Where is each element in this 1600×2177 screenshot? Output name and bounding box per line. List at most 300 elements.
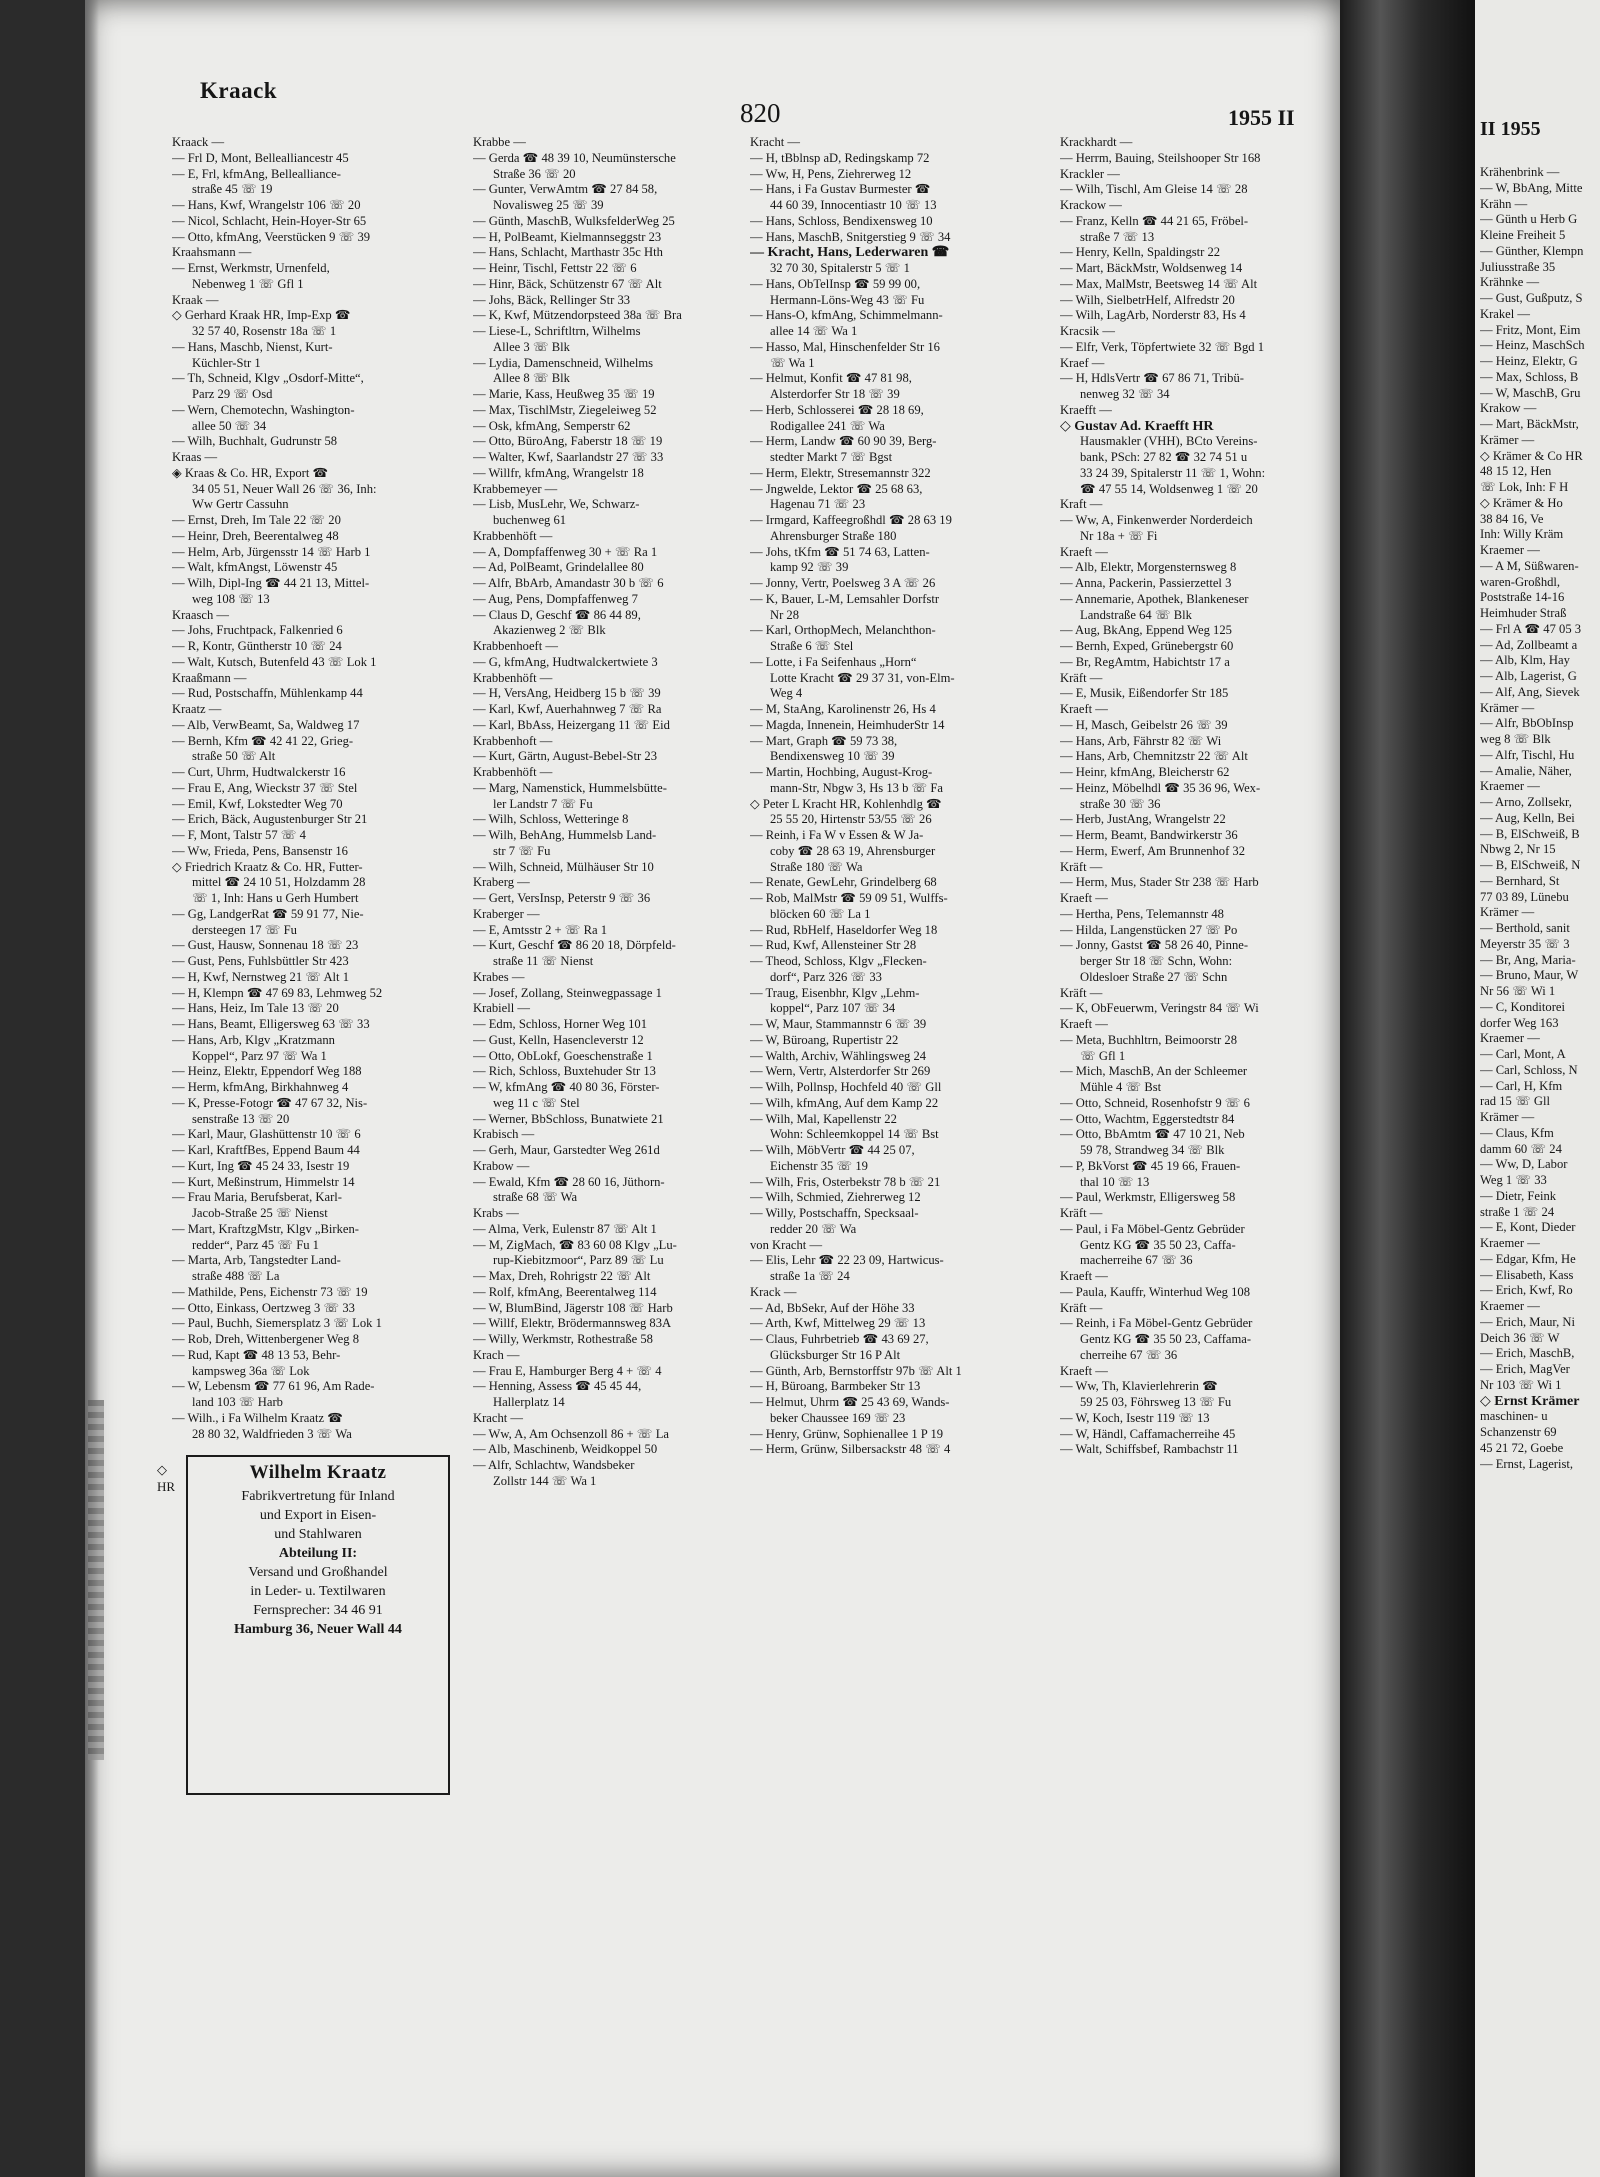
directory-entry-line: — Alb, Klm, Hay [1480, 653, 1570, 668]
directory-entry-line: Krakow — [1480, 401, 1537, 416]
directory-entry-line: Kraberg — [473, 875, 530, 890]
directory-entry-line: — Henning, Assess ☎ 45 45 44, [473, 1379, 642, 1394]
directory-entry-line: Krähnke — [1480, 275, 1540, 290]
directory-entry-line: ☏ Gfl 1 [1080, 1048, 1126, 1063]
directory-entry-line: — Herm, Grünw, Silbersackstr 48 ☏ 4 [750, 1442, 951, 1457]
directory-entry-line: Ahrensburger Straße 180 [770, 528, 897, 543]
directory-entry-line: Kraeft — [1060, 702, 1108, 716]
directory-entry-line: — Erich, Maur, Ni [1480, 1314, 1575, 1329]
directory-entry-line: land 103 ☏ Harb [192, 1395, 283, 1409]
directory-entry-line: Kracsik — [1060, 324, 1115, 338]
directory-entry-line: — Rud, Postschaffn, Mühlenkamp 44 [172, 686, 363, 701]
directory-entry-line: Krämer — [1480, 700, 1535, 715]
directory-entry-line: — Max, TischlMstr, Ziegeleiweg 52 [473, 402, 657, 417]
directory-entry-line: — Otto, BüroAng, Faberstr 18 ☏ 19 [473, 434, 663, 449]
directory-entry-line: — K, Presse-Fotogr ☎ 47 67 32, Nis- [172, 1095, 368, 1110]
directory-entry-line: — Hans, MaschB, Snitgerstieg 9 ☏ 34 [750, 229, 951, 244]
directory-entry-line: — Helmut, Konfit ☎ 47 81 98, [750, 371, 912, 386]
directory-entry-line: — Meta, Buchhltrn, Beimoorstr 28 [1060, 1032, 1237, 1047]
directory-entry-line: — Gust, Pens, Fuhlsbüttler Str 423 [172, 954, 349, 968]
directory-entry-line: — W, kfmAng ☎ 40 80 36, Förster- [473, 1080, 660, 1094]
directory-entry-line: — Liese-L, Schriftltrn, Wilhelms [473, 324, 641, 338]
directory-entry-line: cherreihe 67 ☏ 36 [1080, 1347, 1178, 1362]
directory-entry-line: — Kurt, Ing ☎ 45 24 33, Isestr 19 [172, 1158, 350, 1173]
directory-entry-line: — Hans, Arb, Chemnitzstr 22 ☏ Alt [1060, 749, 1248, 764]
book-gutter [1340, 0, 1475, 2177]
directory-entry-line: — Rud, Kapt ☎ 48 13 53, Behr- [172, 1347, 341, 1362]
directory-entry-line: — Wilh, Schmied, Ziehrerweg 12 [750, 1190, 921, 1205]
directory-entry-line: Krabbenhoft — [473, 733, 553, 748]
directory-entry-line: 38 84 16, Ve [1480, 511, 1544, 526]
directory-entry-line: ◇ Krämer & Co HR [1480, 448, 1583, 463]
directory-entry-line: — Jonny, Gastst ☎ 58 26 40, Pinne- [1060, 938, 1249, 953]
page-number: 820 [740, 98, 781, 128]
directory-entry-line: Kraeft — [1060, 1269, 1108, 1283]
directory-entry-line: — Willfr, kfmAng, Wrangelstr 18 [473, 465, 644, 480]
directory-entry-line: — Ernst, Lagerist, [1480, 1456, 1574, 1471]
page-edge-shadow [85, 0, 99, 2177]
directory-entry-line: Inh: Willy Kräm [1480, 527, 1564, 542]
directory-entry-line: — Aug, Kelln, Bei [1480, 810, 1575, 825]
directory-entry-line: — Nicol, Schlacht, Hein-Hoyer-Str 65 [172, 213, 367, 228]
directory-entry-line: Kraack — [172, 135, 225, 149]
directory-entry-line: Kräft — [1060, 859, 1103, 874]
directory-entry-line: bank, PSch: 27 82 ☎ 32 74 51 u [1080, 450, 1248, 464]
directory-entry-line: — Hans, Kwf, Wrangelstr 106 ☏ 20 [172, 198, 361, 212]
directory-entry-line: — Alb, VerwBeamt, Sa, Waldweg 17 [172, 717, 360, 732]
directory-entry-line: — Heinz, Möbelhdl ☎ 35 36 96, Wex- [1060, 780, 1261, 795]
directory-entry-line: Ww Gertr Cassuhn [192, 497, 289, 512]
directory-entry-line: Krabes — [473, 969, 525, 984]
directory-entry-line: Kraasch — [172, 607, 229, 622]
directory-entry-line: — Wilh, Pollnsp, Hochfeld 40 ☏ Gll [750, 1080, 942, 1094]
directory-entry-line: — Marie, Kass, Heußweg 35 ☏ 19 [473, 387, 655, 401]
directory-entry-line: — Herm, Beamt, Bandwirkerstr 36 [1060, 828, 1238, 842]
directory-entry-line: — B, ElSchweiß, B [1480, 826, 1580, 841]
directory-entry-line: — Johs, Bäck, Rellinger Str 33 [473, 292, 631, 307]
running-head-year: 1955 II [1228, 105, 1295, 130]
directory-entry-line: Allee 3 ☏ Blk [493, 339, 570, 354]
directory-entry-line: Krabbe — [473, 135, 526, 149]
directory-entry-line: — Br, Ang, Maria- [1480, 952, 1576, 967]
directory-entry-line: beker Chaussee 169 ☏ 23 [770, 1410, 906, 1425]
directory-entry-line: straße 68 ☏ Wa [493, 1190, 578, 1205]
directory-entry-line: — Walt, kfmAngst, Löwenstr 45 [172, 560, 338, 575]
directory-entry-line: — Otto, Einkass, Oertzweg 3 ☏ 33 [172, 1300, 355, 1315]
directory-entry-line: Meyerstr 35 ☏ 3 [1480, 936, 1570, 951]
directory-entry-line: damm 60 ☏ 24 [1480, 1141, 1562, 1156]
directory-entry-line: Schanzenstr 69 [1480, 1425, 1557, 1439]
directory-entry-line: dersteegen 17 ☏ Fu [192, 922, 297, 937]
directory-entry-line: redder“, Parz 45 ☏ Fu 1 [192, 1237, 319, 1252]
directory-entry-line: — Heinr, Tischl, Fettstr 22 ☏ 6 [473, 261, 637, 275]
directory-entry-line: — Wern, Vertr, Alsterdorfer Str 269 [750, 1064, 931, 1079]
directory-entry-line: Kräft — [1060, 1300, 1103, 1315]
directory-entry-line: nenweg 32 ☏ 34 [1080, 387, 1170, 401]
directory-entry-line: Krabbenhöft — [473, 528, 553, 543]
running-head-name: Kraack [200, 78, 278, 103]
directory-entry-line: — Max, Schloss, B [1480, 369, 1579, 384]
directory-entry-line: 28 80 32, Waldfrieden 3 ☏ Wa [192, 1426, 352, 1441]
directory-entry-line: rad 15 ☏ Gll [1480, 1094, 1550, 1109]
directory-entry-line: — Hans, Schlacht, Marthastr 35c Hth [473, 245, 663, 260]
directory-entry-line: 59 78, Strandweg 34 ☏ Blk [1080, 1143, 1225, 1157]
directory-entry-line: — W, Händl, Caffamacherreihe 45 [1060, 1426, 1236, 1441]
directory-entry-line: — Theod, Schloss, Klgv „Flecken- [750, 954, 927, 968]
directory-entry-line: — W, Büroang, Rupertistr 22 [750, 1032, 899, 1047]
directory-entry-line: — Günth, Arb, Bernstorffstr 97b ☏ Alt 1 [750, 1363, 962, 1378]
directory-entry-line: Kraaßmann — [172, 670, 247, 685]
directory-entry-line: — Magda, Innenein, HeimhuderStr 14 [750, 717, 945, 732]
directory-entry-line: ☏ 1, Inh: Hans u Gerh Humbert [192, 891, 359, 905]
directory-entry-line: — Fritz, Mont, Eim [1480, 322, 1581, 337]
directory-entry-line: — Willf, Elektr, Brödermannsweg 83A [473, 1316, 672, 1331]
directory-entry-line: Mühle 4 ☏ Bst [1080, 1080, 1162, 1094]
directory-entry-line: kamp 92 ☏ 39 [770, 560, 849, 575]
directory-entry-line: — Erich, Kwf, Ro [1480, 1283, 1573, 1298]
directory-entry-line: — Lydia, Damenschneid, Wilhelms [473, 355, 654, 370]
directory-entry-line: Nebenweg 1 ☏ Gfl 1 [192, 276, 304, 291]
directory-entry-line: — Gerda ☎ 48 39 10, Neumünstersche [473, 150, 676, 165]
directory-entry-line: Kraemer — [1480, 1299, 1540, 1313]
directory-entry-line: — Wilh, Dipl-Ing ☎ 44 21 13, Mittel- [172, 576, 370, 590]
directory-entry-line: Krakel — [1480, 306, 1531, 321]
directory-entry-line: 45 21 72, Goebe [1480, 1440, 1564, 1455]
ad-title: Wilhelm Kraatz [249, 1462, 387, 1483]
directory-entry-line: Nbwg 2, Nr 15 [1480, 842, 1556, 857]
directory-entry-line: ◇ Peter L Kracht HR, Kohlenhdlg ☎ [750, 796, 942, 811]
directory-entry-line: — Hertha, Pens, Telemannstr 48 [1060, 906, 1224, 921]
directory-entry-line: Nr 103 ☏ Wi 1 [1480, 1377, 1562, 1392]
directory-entry-line: — F, Mont, Talstr 57 ☏ 4 [172, 828, 306, 842]
directory-entry-line: — Wilh, Fris, Osterbekstr 78 b ☏ 21 [750, 1174, 941, 1189]
directory-entry-line: — Alb, Elektr, Morgensternsweg 8 [1060, 560, 1237, 575]
directory-entry-line: — Anna, Packerin, Passierzettel 3 [1060, 576, 1232, 590]
directory-entry-line: — Heinz, Elektr, G [1480, 354, 1578, 368]
directory-entry-line: — Ad, BbSekr, Auf der Höhe 33 [750, 1300, 915, 1315]
directory-entry-line: straße 7 ☏ 13 [1080, 229, 1155, 244]
directory-entry-line: — Aug, BkAng, Eppend Weg 125 [1060, 623, 1232, 638]
directory-entry-line: — Heinz, MaschSch [1480, 338, 1585, 353]
directory-entry-line: — Elfr, Verk, Töpfertwiete 32 ☏ Bgd 1 [1060, 339, 1264, 354]
directory-entry-line: — Alma, Verk, Eulenstr 87 ☏ Alt 1 [473, 1221, 657, 1236]
directory-entry-line: — Lotte, i Fa Seifenhaus „Horn“ [750, 654, 917, 669]
directory-entry-line: ler Landstr 7 ☏ Fu [493, 796, 593, 811]
directory-entry-line: — Alb, Maschinenb, Weidkoppel 50 [473, 1442, 658, 1457]
directory-entry-line: 32 70 30, Spitalerstr 5 ☏ 1 [770, 261, 910, 275]
directory-entry-line: senstraße 13 ☏ 20 [192, 1111, 290, 1126]
directory-entry-line: Krähenbrink — [1480, 165, 1560, 179]
directory-entry-line: — Lisb, MusLehr, We, Schwarz- [473, 497, 640, 512]
directory-entry-line: — Rud, Kwf, Allensteiner Str 28 [750, 938, 917, 953]
directory-entry-line: — Karl, Maur, Glashüttenstr 10 ☏ 6 [172, 1127, 361, 1142]
directory-entry-line: — B, ElSchweiß, N [1480, 858, 1581, 872]
directory-entry-line: ☏ Wa 1 [770, 355, 815, 370]
directory-entry-line: — Erich, MaschB, [1480, 1346, 1575, 1361]
directory-entry-line: — Herm, Mus, Stader Str 238 ☏ Harb [1060, 875, 1259, 890]
directory-entry-line: — Gunter, VerwAmtm ☎ 27 84 58, [473, 182, 658, 197]
directory-entry-line: — Alfr, Tischl, Hu [1480, 747, 1575, 762]
directory-entry-line: — Wilh, BehAng, Hummelsb Land- [473, 828, 657, 842]
directory-entry-line: — P, BkVorst ☎ 45 19 66, Frauen- [1060, 1158, 1241, 1173]
directory-entry-line: — Franz, Kelln ☎ 44 21 65, Fröbel- [1060, 213, 1249, 228]
directory-entry-line: — Heinr, kfmAng, Bleicherstr 62 [1060, 765, 1230, 779]
directory-entry-line: — Renate, GewLehr, Grindelberg 68 [750, 875, 937, 890]
directory-entry-line: Weg 4 [770, 686, 803, 701]
margin-stain [88, 1400, 104, 1760]
directory-entry-line: — Mart, Graph ☎ 59 73 38, [750, 733, 898, 748]
directory-entry-line: Krabiell — [473, 1001, 531, 1016]
directory-entry-line: — E, Frl, kfmAng, Bellealliance- [172, 166, 341, 181]
directory-entry-line: — Hans, Schloss, Bendixensweg 10 [750, 213, 933, 228]
directory-entry-line: — Edm, Schloss, Horner Weg 101 [473, 1017, 647, 1031]
directory-entry-line: — H, VersAng, Heidberg 15 b ☏ 39 [473, 686, 661, 701]
directory-entry-line: Kraemer — [1480, 543, 1540, 557]
directory-entry-line: — Th, Schneid, Klgv „Osdorf-Mitte“, [172, 371, 364, 386]
directory-entry-line: — W, BbAng, Mitte [1480, 180, 1583, 195]
directory-entry-line: — Frau E, Hamburger Berg 4 + ☏ 4 [473, 1363, 662, 1378]
directory-entry-line: Kracht — [750, 135, 801, 149]
directory-entry-line: — E, Kont, Dieder [1480, 1220, 1576, 1235]
directory-entry-line: Krach — [473, 1347, 520, 1362]
directory-entry-line: — G, kfmAng, Hudtwalckertwiete 3 [473, 654, 658, 669]
directory-entry-line: Poststraße 14-16 [1480, 590, 1565, 605]
directory-entry-line: — Günther, Klempn [1480, 243, 1584, 258]
directory-entry-line: Krabow — [473, 1158, 530, 1173]
directory-entry-line: Krackhardt — [1060, 135, 1133, 149]
directory-entry-line: — Mart, BäckMstr, Woldsenweg 14 [1060, 261, 1243, 275]
directory-entry-line: — Johs, Fruchtpack, Falkenried 6 [172, 623, 343, 638]
directory-entry-line: — Alfr, BbObInsp [1480, 716, 1574, 731]
directory-entry-line: stedter Markt 7 ☏ Bgst [770, 450, 893, 464]
directory-entry-line: — Herm, kfmAng, Birkhahnweg 4 [172, 1080, 349, 1094]
directory-entry-line: berger Str 18 ☏ Schn, Wohn: [1080, 954, 1233, 968]
directory-entry-line: — Mathilde, Pens, Eichenstr 73 ☏ 19 [172, 1284, 368, 1299]
directory-entry-line: — Walth, Archiv, Wählingsweg 24 [750, 1048, 927, 1063]
directory-entry-line: — Günth u Herb G [1480, 212, 1578, 227]
directory-entry-line: allee 14 ☏ Wa 1 [770, 324, 858, 338]
directory-entry-line: Weg 1 ☏ 33 [1480, 1173, 1547, 1187]
directory-entry-line: 34 05 51, Neuer Wall 26 ☏ 36, Inh: [192, 481, 377, 496]
directory-entry-line: — Otto, kfmAng, Veerstücken 9 ☏ 39 [172, 229, 371, 244]
directory-entry-line: — Frau Maria, Berufsberat, Karl- [172, 1190, 342, 1205]
directory-entry-line: — Annemarie, Apothek, Blankeneser [1060, 591, 1249, 606]
directory-entry-line: — K, ObFeuerwm, Veringstr 84 ☏ Wi [1060, 1001, 1259, 1016]
directory-entry-line: — Paul, i Fa Möbel-Gentz Gebrüder [1060, 1221, 1245, 1236]
directory-entry-line: — Kracht, Hans, Lederwaren ☎ [750, 245, 950, 261]
directory-entry-line: — K, Kwf, Mützendorpsteed 38a ☏ Bra [473, 308, 682, 323]
directory-entry-line: Krabbemeyer — [473, 481, 558, 496]
directory-entry-line: — Herrm, Bauing, Steilshooper Str 168 [1060, 150, 1261, 165]
directory-entry-line: 32 57 40, Rosenstr 18a ☏ 1 [192, 324, 337, 338]
directory-entry-line: Küchler-Str 1 [192, 355, 261, 370]
directory-entry-line: — Arth, Kwf, Mittelweg 29 ☏ 13 [750, 1316, 926, 1331]
directory-entry-line: Wohn: Schleemkoppel 14 ☏ Bst [770, 1127, 939, 1142]
directory-entry-line: straße 50 ☏ Alt [192, 749, 276, 764]
directory-entry-line: Kraefft — [1060, 402, 1112, 417]
directory-entry-line: — Ww, Frieda, Pens, Bansenstr 16 [172, 843, 348, 858]
directory-entry-line: — Erich, MagVer [1480, 1362, 1570, 1376]
directory-entry-line: — Gert, VersInsp, Peterstr 9 ☏ 36 [473, 891, 651, 905]
directory-entry-line: — Wilh, Mal, Kapellenstr 22 [750, 1111, 897, 1126]
directory-entry-line: Bendixensweg 10 ☏ 39 [770, 749, 895, 764]
directory-entry-line: 44 60 39, Innocentiastr 10 ☏ 13 [770, 198, 937, 212]
directory-entry-line: — Johs, tKfm ☎ 51 74 63, Latten- [750, 544, 930, 559]
directory-entry-line: Gentz KG ☎ 35 50 23, Caffama- [1080, 1332, 1252, 1346]
directory-entry-line: — Ewald, Kfm ☎ 28 60 16, Jüthorn- [473, 1174, 665, 1189]
directory-entry-line: — Ww, A, Am Ochsenzoll 86 + ☏ La [473, 1426, 669, 1441]
directory-entry-line: — Mart, KraftzgMstr, Klgv „Birken- [172, 1221, 359, 1236]
directory-entry-line: Kräft — [1060, 670, 1103, 685]
directory-entry-line: — Paula, Kauffr, Winterhud Weg 108 [1060, 1284, 1250, 1299]
directory-entry-line: — H, Masch, Geibelstr 26 ☏ 39 [1060, 717, 1228, 732]
directory-entry-line: — Rob, Dreh, Wittenbergener Weg 8 [172, 1332, 359, 1346]
directory-entry-line: — Claus, Fuhrbetrieb ☎ 43 69 27, [750, 1332, 929, 1346]
directory-entry-line: — Herm, Ewerf, Am Brunnenhof 32 [1060, 843, 1246, 858]
directory-entry-line: — Alfr, Schlachtw, Wandsbeker [473, 1458, 635, 1472]
directory-entry-line: — Paul, Werkmstr, Elligersweg 58 [1060, 1190, 1236, 1205]
ad-line: und Stahlwaren [274, 1527, 362, 1542]
directory-entry-line: Krabs — [473, 1206, 519, 1220]
advertisement-marker [157, 1461, 175, 1495]
directory-entry-line: — Alb, Lagerist, G [1480, 669, 1577, 683]
directory-entry-line: Lotte Kracht ☎ 29 37 31, von-Elm- [770, 670, 955, 685]
directory-entry-line: — E, Musik, Eißendorfer Str 185 [1060, 686, 1229, 701]
directory-entry-line: — H, Kwf, Nernstweg 21 ☏ Alt 1 [172, 969, 350, 984]
directory-entry-line: 59 25 03, Föhrsweg 13 ☏ Fu [1080, 1395, 1232, 1409]
directory-entry-line: macherreihe 67 ☏ 36 [1080, 1253, 1193, 1268]
directory-entry-line: — Herm, Elektr, Stresemannstr 322 [750, 465, 931, 480]
directory-entry-line: — Henry, Grünw, Sophienallee 1 P 19 [750, 1426, 944, 1441]
directory-entry-line: — Wilh, kfmAng, Auf dem Kamp 22 [750, 1095, 939, 1110]
directory-entry-line: — Karl, BbAss, Heizergang 11 ☏ Eid [473, 717, 670, 732]
column-next-page [1480, 165, 1600, 1472]
directory-entry-line: — Frau E, Ang, Wieckstr 37 ☏ Stel [172, 780, 358, 795]
directory-entry-line: — Otto, Wachtm, Eggerstedtstr 84 [1060, 1111, 1235, 1126]
directory-entry-line: Gentz KG ☎ 35 50 23, Caffa- [1080, 1237, 1236, 1252]
directory-entry-line: — Helm, Arb, Jürgensstr 14 ☏ Harb 1 [172, 544, 371, 559]
directory-entry-line: — Elisabeth, Kass [1480, 1267, 1574, 1282]
directory-entry-line: — Marg, Namenstick, Hummelsbütte- [473, 780, 667, 795]
directory-entry-line: — H, HdlsVertr ☎ 67 86 71, Tribü- [1060, 371, 1244, 386]
directory-entry-line: mittel ☎ 24 10 51, Holzdamm 28 [192, 875, 366, 890]
directory-entry-line: — Aug, Pens, Dompfaffenweg 7 [473, 591, 638, 606]
directory-entry-line: — M, ZigMach, ☎ 83 60 08 Klgv „Lu- [473, 1237, 677, 1252]
directory-entry-line: — Ww, A, Finkenwerder Norderdeich [1060, 513, 1253, 527]
directory-entry-line: — Wilh, Buchhalt, Gudrunstr 58 [172, 434, 338, 449]
directory-entry-line: — A M, Süßwaren- [1480, 558, 1579, 573]
directory-entry-line: — Willy, Werkmstr, Rothestraße 58 [473, 1332, 653, 1346]
directory-entry-line: straße 1 ☏ 24 [1480, 1204, 1555, 1219]
directory-entry-line: — Wilh, LagArb, Norderstr 83, Hs 4 [1060, 308, 1246, 323]
directory-entry-line: von Kracht — [750, 1237, 823, 1252]
directory-entry-line: Kraahsmann — [172, 245, 252, 260]
directory-entry-line: Deich 36 ☏ W [1480, 1330, 1560, 1345]
directory-entry-line: — Ernst, Werkmstr, Urnenfeld, [172, 261, 330, 275]
directory-entry-line: ☎ 47 55 14, Woldsenweg 1 ☏ 20 [1080, 481, 1258, 496]
directory-entry-line: Kraeft — [1060, 544, 1108, 559]
directory-entry-line: ◇ Gustav Ad. Kraefft HR [1060, 418, 1214, 434]
directory-entry-line: waren-Großhdl, [1480, 574, 1561, 589]
directory-entry-line: Krabisch — [473, 1127, 535, 1142]
directory-entry-line: — W, Koch, Isestr 119 ☏ 13 [1060, 1410, 1210, 1425]
directory-entry-line: — Wilh, SielbetrHelf, Alfredstr 20 [1060, 292, 1235, 307]
directory-entry-line: — A, Dompfaffenweg 30 + ☏ Ra 1 [473, 544, 658, 559]
ad-line: Fabrikvertretung für Inland [241, 1489, 395, 1504]
directory-entry-line: blöcken 60 ☏ La 1 [770, 906, 871, 921]
directory-entry-line: mann-Str, Nbgw 3, Hs 13 b ☏ Fa [770, 780, 944, 795]
directory-entry-line: — Henry, Kelln, Spaldingstr 22 [1060, 245, 1221, 260]
directory-entry-line: Krämer — [1480, 1110, 1535, 1124]
directory-entry-line: Juliusstraße 35 [1480, 259, 1556, 274]
directory-entry-line: ☏ Lok, Inh: F H [1480, 480, 1569, 494]
directory-entry-line: 77 03 89, Lünebu [1480, 889, 1569, 904]
directory-entry-line: weg 8 ☏ Blk [1480, 732, 1551, 746]
directory-entry-line: allee 50 ☏ 34 [192, 418, 267, 433]
directory-entry-line: — Günth, MaschB, WulksfelderWeg 25 [473, 213, 675, 228]
directory-entry-line: — Karl, KraftfBes, Eppend Baum 44 [172, 1143, 360, 1157]
directory-entry-line: dorf“, Parz 326 ☏ 33 [770, 969, 882, 984]
directory-entry-line: — Berthold, sanit [1480, 921, 1570, 935]
directory-entry-line: — R, Kontr, Güntherstr 10 ☏ 24 [172, 639, 342, 653]
directory-entry-line: — Kurt, Meßinstrum, Himmelstr 14 [172, 1174, 355, 1189]
directory-entry-line: — Emil, Kwf, Lokstedter Weg 70 [172, 796, 343, 811]
directory-entry-line: Glücksburger Str 16 P Alt [770, 1347, 901, 1362]
directory-entry-line: 25 55 20, Hirtenstr 53/55 ☏ 26 [770, 812, 932, 827]
directory-entry-line: — Martin, Hochbing, August-Krog- [750, 765, 933, 779]
directory-entry-line: — Hans, Arb, Fährstr 82 ☏ Wi [1060, 733, 1222, 748]
column-4 [1060, 135, 1345, 1458]
directory-entry-line: — M, StaAng, Karolinenstr 26, Hs 4 [750, 702, 936, 716]
directory-entry-line: thal 10 ☏ 13 [1080, 1174, 1150, 1189]
directory-entry-line: — Ww, H, Pens, Ziehrerweg 12 [750, 166, 912, 181]
directory-entry-line: — Frl D, Mont, Bellealliancestr 45 [172, 150, 349, 165]
directory-entry-line: — Hinr, Bäck, Schützenstr 67 ☏ Alt [473, 276, 662, 291]
directory-entry-line: 33 24 39, Spitalerstr 11 ☏ 1, Wohn: [1080, 465, 1266, 480]
directory-entry-line: — Herm, Landw ☎ 60 90 39, Berg- [750, 434, 937, 449]
directory-entry-line: — Reinh, i Fa W v Essen & W Ja- [750, 828, 924, 842]
directory-entry-line: — Kurt, Geschf ☎ 86 20 18, Dörpfeld- [473, 938, 676, 953]
directory-entry-line: — Jonny, Vertr, Poelsweg 3 A ☏ 26 [750, 576, 936, 590]
directory-entry-line: Hermann-Löns-Weg 43 ☏ Fu [770, 292, 925, 307]
directory-entry-line: — Herb, JustAng, Wrangelstr 22 [1060, 812, 1226, 827]
directory-entry-line: — Marta, Arb, Tangstedter Land- [172, 1253, 341, 1268]
directory-entry-line: — Wilh, Schneid, Mülhäuser Str 10 [473, 859, 654, 874]
directory-entry-line: Eichenstr 35 ☏ 19 [770, 1158, 868, 1173]
ad-line: Hamburg 36, Neuer Wall 44 [234, 1622, 402, 1637]
directory-entry-line: — Walt, Schiffsbef, Rambachstr 11 [1060, 1442, 1239, 1457]
directory-entry-line: — Erich, Bäck, Augustenburger Str 21 [172, 812, 368, 827]
directory-entry-line: — Rich, Schloss, Buxtehuder Str 13 [473, 1064, 656, 1079]
directory-entry-line: — W, Maur, Stammannstr 6 ☏ 39 [750, 1017, 927, 1031]
directory-entry-line: — Gust, Hausw, Sonnenau 18 ☏ 23 [172, 938, 359, 953]
column-1 [172, 135, 457, 1442]
directory-entry-line: Rodigallee 241 ☏ Wa [770, 418, 885, 433]
directory-entry-line: — Carl, Schloss, N [1480, 1062, 1578, 1077]
directory-entry-line: — Max, Dreh, Rohrigstr 22 ☏ Alt [473, 1269, 651, 1283]
directory-entry-line: — Karl, OrthopMech, Melanchthon- [750, 623, 936, 638]
column-3 [750, 135, 1035, 1458]
directory-entry-line: — Herb, Schlosserei ☎ 28 18 69, [750, 402, 924, 417]
directory-entry-line: Kräft — [1060, 1206, 1103, 1220]
directory-entry-line: dorfer Weg 163 [1480, 1015, 1559, 1030]
directory-entry-line: — Willy, Postschaffn, Specksaal- [750, 1206, 919, 1220]
ad-line: in Leder- u. Textilwaren [250, 1584, 386, 1599]
directory-entry-line: — Bernh, Kfm ☎ 42 41 22, Grieg- [172, 733, 354, 748]
directory-entry-line: ◇ Gerhard Kraak HR, Imp-Exp ☎ [172, 308, 351, 323]
directory-entry-line: Kraeft — [1060, 1363, 1108, 1378]
directory-entry-line: — Hans, i Fa Gustav Burmester ☎ [750, 182, 931, 197]
